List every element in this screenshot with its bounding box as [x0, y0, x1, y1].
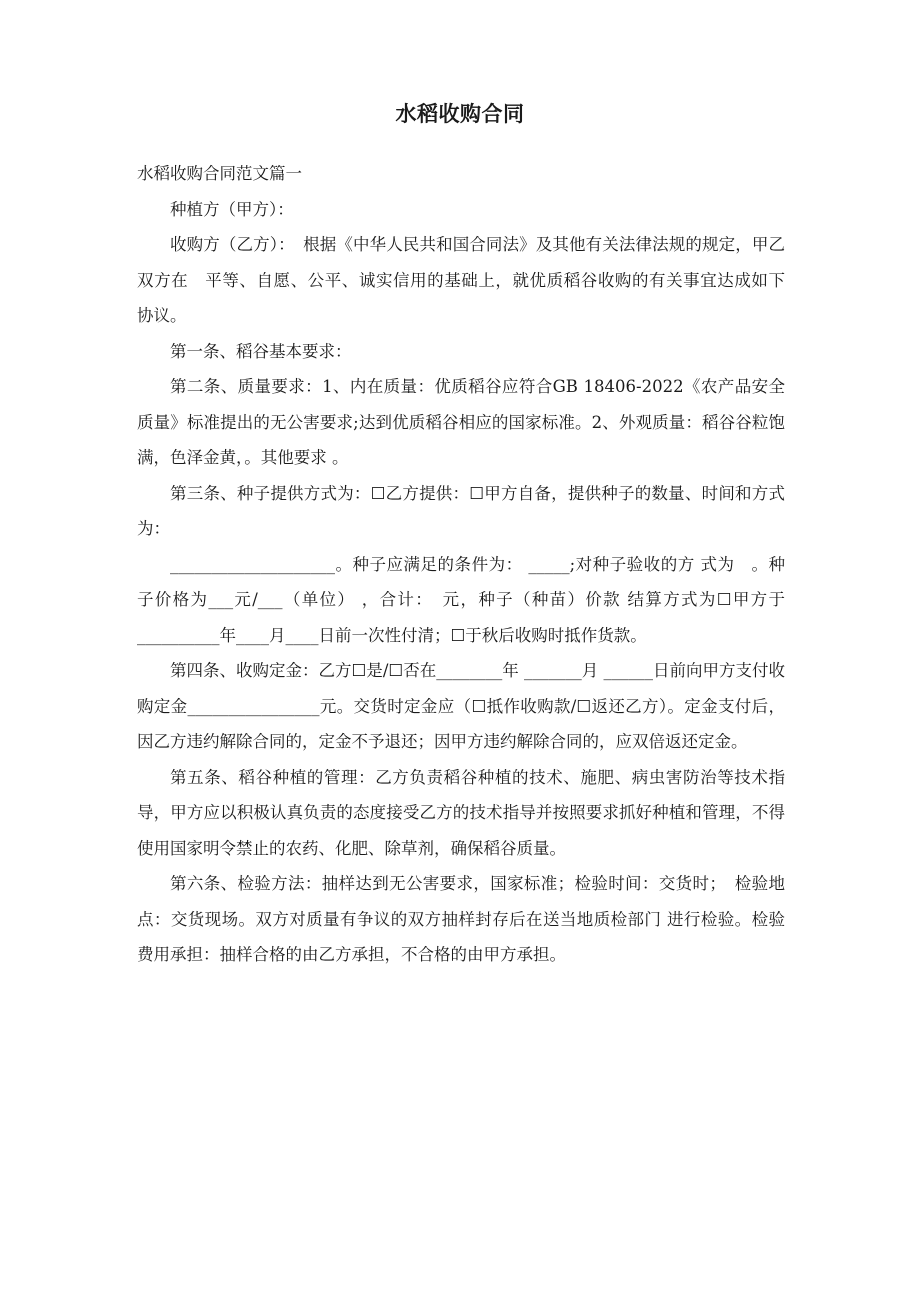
- document-title: 水稻收购合同: [395, 102, 525, 126]
- clause-5-paragraph: 第五条、稻谷种植的管理：乙方负责稻谷种植的技术、施肥、病虫害防治等技术指导，甲方应以积极认真负责的态度接受乙方的技术指导并按照要求抓好种植和管理，不得使用国家明令禁止的农药、化肥、除草剂，确保稻谷质量。: [137, 767, 785, 858]
- clause-1-paragraph: 第一条、稻谷基本要求：: [170, 341, 352, 361]
- seed-terms-paragraph: ____________________。种子应满足的条件为： _____;对种子验收的方 式为 。种子价格为___元/___（单位） ，合计： 元，种子（种苗）价款 结算方式为☐甲方于__________年____月____日前一次性付清；☐于秋后收购时抵作货款。: [137, 554, 785, 645]
- subtitle-paragraph: 水稻收购合同范文篇一: [137, 164, 302, 183]
- party-a-paragraph: 种植方（甲方）：: [170, 199, 294, 219]
- document-body: [137, 156, 785, 973]
- clause-3-paragraph: 第三条、种子提供方式为：☐乙方提供：☐甲方自备，提供种子的数量、时间和方式为：: [137, 483, 785, 538]
- clause-2-paragraph: 第二条、质量要求：1、内在质量：优质稻谷应符合GB 18406-2022《农产品安全质量》标准提出的无公害要求;达到优质稻谷相应的国家标准。2、外观质量：稻谷谷粒饱满，色泽金黄，。其他要求 。: [137, 377, 785, 467]
- clause-4-paragraph: 第四条、收购定金：乙方☐是/☐否在________年 _______月 ______日前向甲方支付收购定金________________元。交货时定金应（☐抵作收购款/☐返还乙方）。定金支付后，因乙方违约解除合同的，定金不予退还；因甲方违约解除合同的，应双倍返还定金。: [137, 661, 785, 751]
- party-b-paragraph: 收购方（乙方）： 根据《中华人民共和国合同法》及其他有关法律法规的规定，甲乙双方在 平等、自愿、公平、诚实信用的基础上，就优质稻谷收购的有关事宜达成如下 协议。: [137, 235, 785, 325]
- clause-6-paragraph: 第六条、检验方法：抽样达到无公害要求，国家标准；检验时间：交货时； 检验地点：交货现场。双方对质量有争议的双方抽样封存后在送当地质检部门 进行检验。检验费用承担：抽样合格的由乙方承担，不合格的由甲方承担。: [137, 874, 785, 964]
